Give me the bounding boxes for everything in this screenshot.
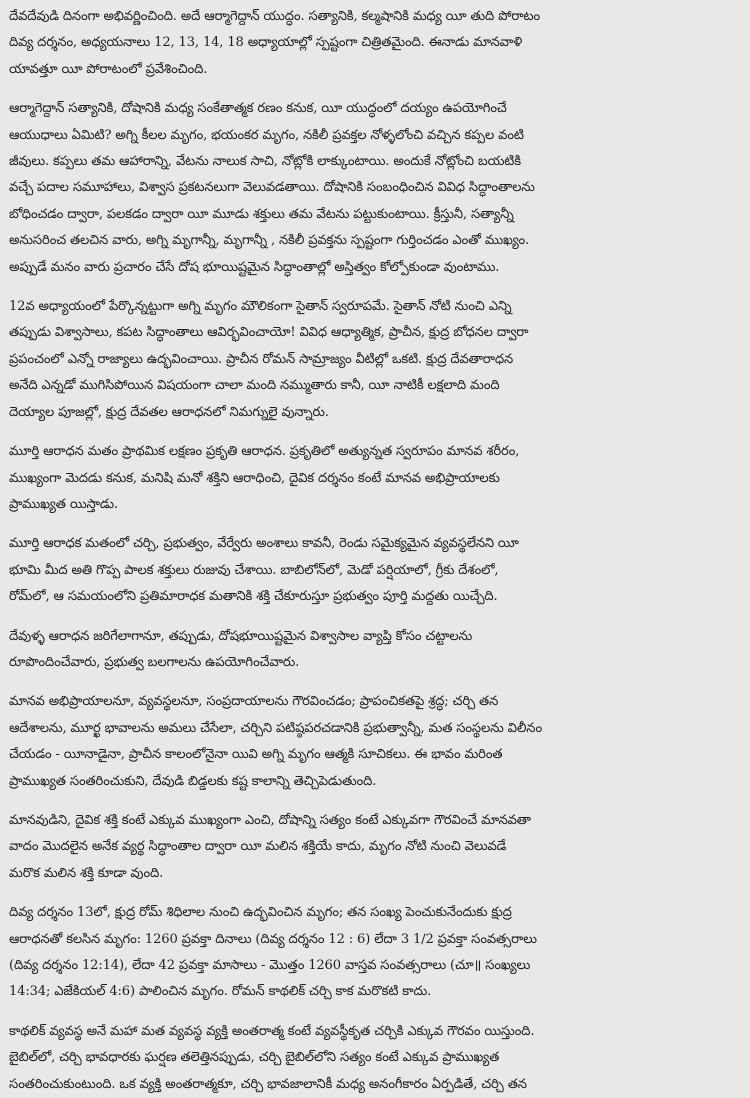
paragraph [9, 531, 741, 610]
text-line: కాథలిక్ వ్యవస్థ అనే మహా మత వ్యవస్థ వ్యక్తి అంతరాత్మ కంటే వ్యవస్థీకృత చర్చికి ఎక్కువ గౌరవం యిస్తుంది. [9, 1023, 535, 1039]
text-line: అనుసరించ తలచిన వారు, అగ్ని మృగాన్నీ, మృగాన్నీ , నకిలీ ప్రవక్తను స్పష్టంగా గుర్తించడం ఎంతో ముఖ్యం. [9, 233, 529, 249]
text-line: బైబిల్‌లో, చర్చి భావధారకు ఘర్షణ తలెత్తినప్పుడు, చర్చి బైబిల్‌లోని సత్యం కంటే ఎక్కువ ప్రాముఖ్యత [9, 1050, 500, 1066]
text-line: భూమి మీద అతి గొప్ప పాలక శక్తులు రుజువు చేశాయి. బాబిలోన్‌లో, మెడో పర్షియాలో, గ్రీకు దేశంలో, [9, 562, 499, 578]
text-line: మూర్తి ఆరాధన మతం ప్రాథమిక లక్షణం ప్రకృతి ఆరాధన. ప్రకృతిలో అత్యున్నత స్వరూపం మానవ శరీరం, [9, 444, 520, 460]
text-line: ఆయుధాలు ఏమిటి? అగ్ని కీలల మృగం, భయంకర మృగం, నకిలీ ప్రవక్తల నోళ్ళలోంచి వచ్చిన కప్పల వంటి [9, 127, 524, 143]
text-line: మానవుడిని, దైవిక శక్తి కంటే ఎక్కువ ముఖ్యంగా ఎంచి, దోషాన్ని సత్యం కంటే ఎక్కువగా గౌరవించే మానవతా [9, 812, 531, 828]
text-line: మానవ అభిప్రాయాలనూ, వ్యవస్థలనూ, సంప్రదాయాలను గౌరవించడం; ప్రాపంచికతపై శ్రద్ధ; చర్చి తన [9, 694, 499, 710]
paragraph [9, 808, 741, 887]
text-line: యావత్తూ యీ పోరాటంలో ప్రవేశించింది. [9, 61, 208, 77]
text-line: మరొక మలిన శక్తి కూడా వుంది. [9, 865, 164, 881]
text-line: దివ్య దర్శనం 13లో, క్షుద్ర రోమ్ శిధిలాల నుంచి ఉద్భవించిన మృగం; తన సంఖ్య పెంచుకునేందుకు క్షుద్ర [9, 905, 512, 921]
paragraph [9, 96, 741, 281]
text-line: దేవుళ్ళ ఆరాధన జరిగేలాగానూ, తప్పుడు, దోషభూయిష్టమైన విశ్వాసాల వ్యాప్తి కోసం చట్టాలను [9, 628, 473, 644]
text-line: 14:34; ఎజేకియల్ 4:6) పాలించిన మృగం. రోమన్ కాథలిక్ చర్చి కాక మరొకటి కాదు. [9, 984, 432, 1000]
text-line: అనేది ఎన్నడో ముగిసిపోయిన విషయంగా చాలా మంది నమ్ముతారు కానీ, యీ నాటికీ లక్షలాది మంది [9, 378, 500, 394]
text-line: ఆదేశాలను, మూర్ఖ భావాలను అమలు చేసేలా, చర్చిని పటిష్ఠపరచడానికి ప్రభుత్వాన్నీ, మత సంస్థలను విలీనం [9, 720, 542, 736]
paragraph [9, 1019, 741, 1098]
text-line: దివ్య దర్శనం, అధ్యయనాలు 12, 13, 14, 18 అధ్యాయాల్లో స్పష్టంగా చిత్రితమైంది. ఈనాడు మానవాళి [9, 35, 523, 51]
text-line: రూపొందించేవారు, ప్రభుత్వ బలగాలను ఉపయోగించేవారు. [9, 654, 300, 670]
text-line: చేయడం - యీనాడైనా, ప్రాచీన కాలంలోనైనా యివి అగ్ని మృగం ఆత్మకి సూచికలు. ఈ భావం మరింత [9, 747, 503, 763]
text-line: ఆరాధనతో కలసిన మృగం: 1260 ప్రవక్తా దినాలు (దివ్య దర్శనం 12 : 6) లేదా 3 1/2 ప్రవక్తా సంవత్సరాలు [9, 931, 537, 947]
text-line: అప్పుడే మనం వారు ప్రచారం చేసే దోష భూయిష్టమైన సిద్ధాంతాల్లో అస్తిత్వం కోల్పోకుండా వుంటాము. [9, 259, 500, 275]
text-line: జీవులు. కప్పలు తమ ఆహారాన్ని, వేటను నాలుక సాచి, నోట్లోకి లాక్కుంటాయి. అందుకే నోట్లోంచి బయటికి [9, 154, 521, 170]
text-line: తప్పుడు విశ్వాసాలు, కపట సిద్ధాంతాలు ఆవిర్భవించాయో! వివిధ ఆధ్యాత్మిక, ప్రాచీన, క్షుద్ర బోధనల ద్వారా [9, 325, 529, 341]
paragraph [9, 4, 741, 83]
paragraph [9, 689, 741, 795]
text-line: ప్రాముఖ్యత యిస్తాడు. [9, 496, 118, 512]
text-line: ఆర్మాగెద్దాన్ సత్యానికి, దోషానికి మధ్య సంకేతాత్మక రణం కనుక, యీ యుద్ధంలో దయ్యం ఉపయోగించే [9, 101, 507, 117]
text-line: బోధించడం ద్వారా, పలకడం ద్వారా యీ మూడు శక్తులు తమ వేటను పట్టుకుంటాయి. క్రీస్తునీ, సత్యాన్నీ [9, 206, 514, 222]
text-line: మూర్తి ఆరాధక మతంలో చర్చి, ప్రభుత్వం, వేర్వేరు అంశాలు కావనీ, రెండు సమైక్యమైన వ్యవస్థలేనని యీ [9, 536, 519, 552]
text-line: దేవదేవుడి దినంగా అభివర్ణించింది. అదే ఆర్మాగెద్దాన్ యుద్ధం. సత్యానికి, కల్మషానికి మధ్య యీ తుది పోరాటం [9, 9, 541, 24]
paragraph [9, 900, 741, 1006]
text-line: ప్రపంచంలో ఎన్నో రాజ్యాలు ఉద్భవించాయి. ప్రాచీన రోమన్ సామ్రాజ్యం వీటిల్లో ఒకటి. క్షుద్ర దేవతారాధన [9, 351, 514, 367]
text-line: వాదం మొదలైన అనేక వ్యర్థ సిద్ధాంతాల ద్వారా యీ మలిన శక్తియే కాదు, మృగం నోటి నుంచి వెలువడే [9, 839, 507, 855]
paragraph [9, 624, 741, 677]
text-line: ప్రాముఖ్యత సంతరించుకుని, దేవుడి బిడ్డలకు కష్ట కాలాన్ని తెచ్చిపెడుతుంది. [9, 773, 377, 789]
text-line: రోమ్‌లో, ఆ సమయంలోని ప్రతిమారాధక మతానికి శక్తి చేకూరుస్తూ ప్రభుత్వం పూర్తి మద్దతు యిచ్చేది. [9, 589, 498, 605]
text-line: సంతరించుకుంటుంది. ఒక వ్యక్తి అంతరాత్మకూ, చర్చి భావజాలానికీ మధ్య అనంగీకారం ఏర్పడితే, చర్చి తన [9, 1076, 527, 1092]
text-line: (దివ్య దర్శనం 12:14), లేదా 42 ప్రవక్తా మాసాలు - మొత్తం 1260 వాస్తవ సంవత్సరాలు (చూ॥ సంఖ్యలు [9, 958, 531, 973]
text-line: వచ్చే పదాల సమూహాలు, విశ్వాస ప్రకటనలుగా వెలువడతాయి. దోషానికి సంబంధించిన వివిధ సిద్ధాంతాలను [9, 180, 535, 196]
text-line: దెయ్యాల పూజల్లో, క్షుద్ర దేవతల ఆరాధనలో నిమగ్నులై వున్నారు. [9, 404, 329, 420]
paragraph [9, 294, 741, 426]
paragraph [9, 439, 741, 518]
text-line: 12వ అధ్యాయంలో పేర్కొన్నట్టుగా అగ్ని మృగం మౌలికంగా సైతాన్ స్వరూపమే. సైతాన్ నోటి నుంచి ఎన్ని [9, 299, 512, 315]
text-line: ముఖ్యంగా మెదడు కనుక, మనిషి మనో శక్తిని ఆరాధించి, దైవిక దర్శనం కంటే మానవ అభిప్రాయాలకు [9, 470, 500, 486]
